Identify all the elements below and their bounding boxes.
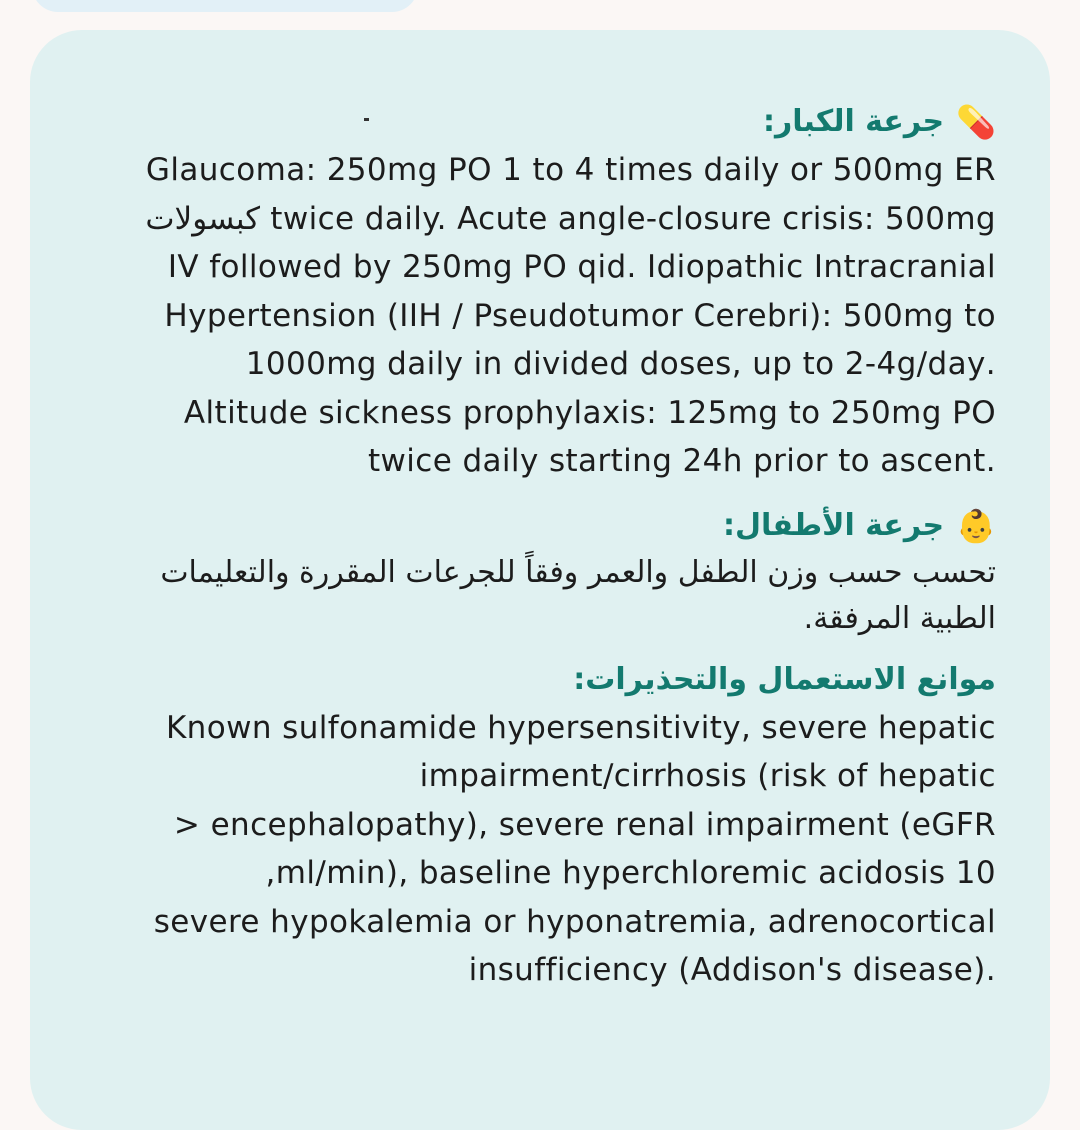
pill-icon: 💊 [956,103,996,141]
top-pill-container [32,0,418,12]
child-dose-title: جرعة الأطفال: [722,507,945,543]
adult-dose-heading [56,98,996,146]
adult-dose-section [56,98,996,486]
adult-dose-title: جرعة الكبار: [762,104,945,139]
contraindications-heading [56,656,996,704]
child-dose-section [56,502,996,642]
drug-info-content [56,98,996,995]
contraindications-text: Known sulfonamide hypersensitivity, severe hepatic impairment/cirrhosis (risk of hepatic encephalopathy), severe renal impairment (eGFR < 10 ml/min), baseline hyperchloremic acidosis, severe hypokalemia or hyponatremia, adrenocortical .insufficiency (Addison's disease) [153,709,996,988]
contraindications-title: موانع الاستعمال والتحذيرات: [573,661,996,697]
child-dose-text: تحسب حسب وزن الطفل والعمر وفقاً للجرعات المقررة والتعليمات الطبية المرفقة. [160,554,996,636]
adult-dose-text: Glaucoma: 250mg PO 1 to 4 times daily or 500mg ER twice daily. Acute angle-closure crisis: 500mg كبسولات IV followed by 250mg PO qid. Idiopathic Intracranial Hypertension (IIH / Pseudotumor Cerebri): 500mg to .1000mg daily in divided doses, up to 2-4g/day Altitude sickness prophylaxis: 125mg to 250mg PO .twice daily starting 24h prior to ascent [145,152,996,479]
baby-icon: 👶 [956,506,996,545]
child-dose-heading [56,502,996,550]
contraindications-section [56,656,996,995]
